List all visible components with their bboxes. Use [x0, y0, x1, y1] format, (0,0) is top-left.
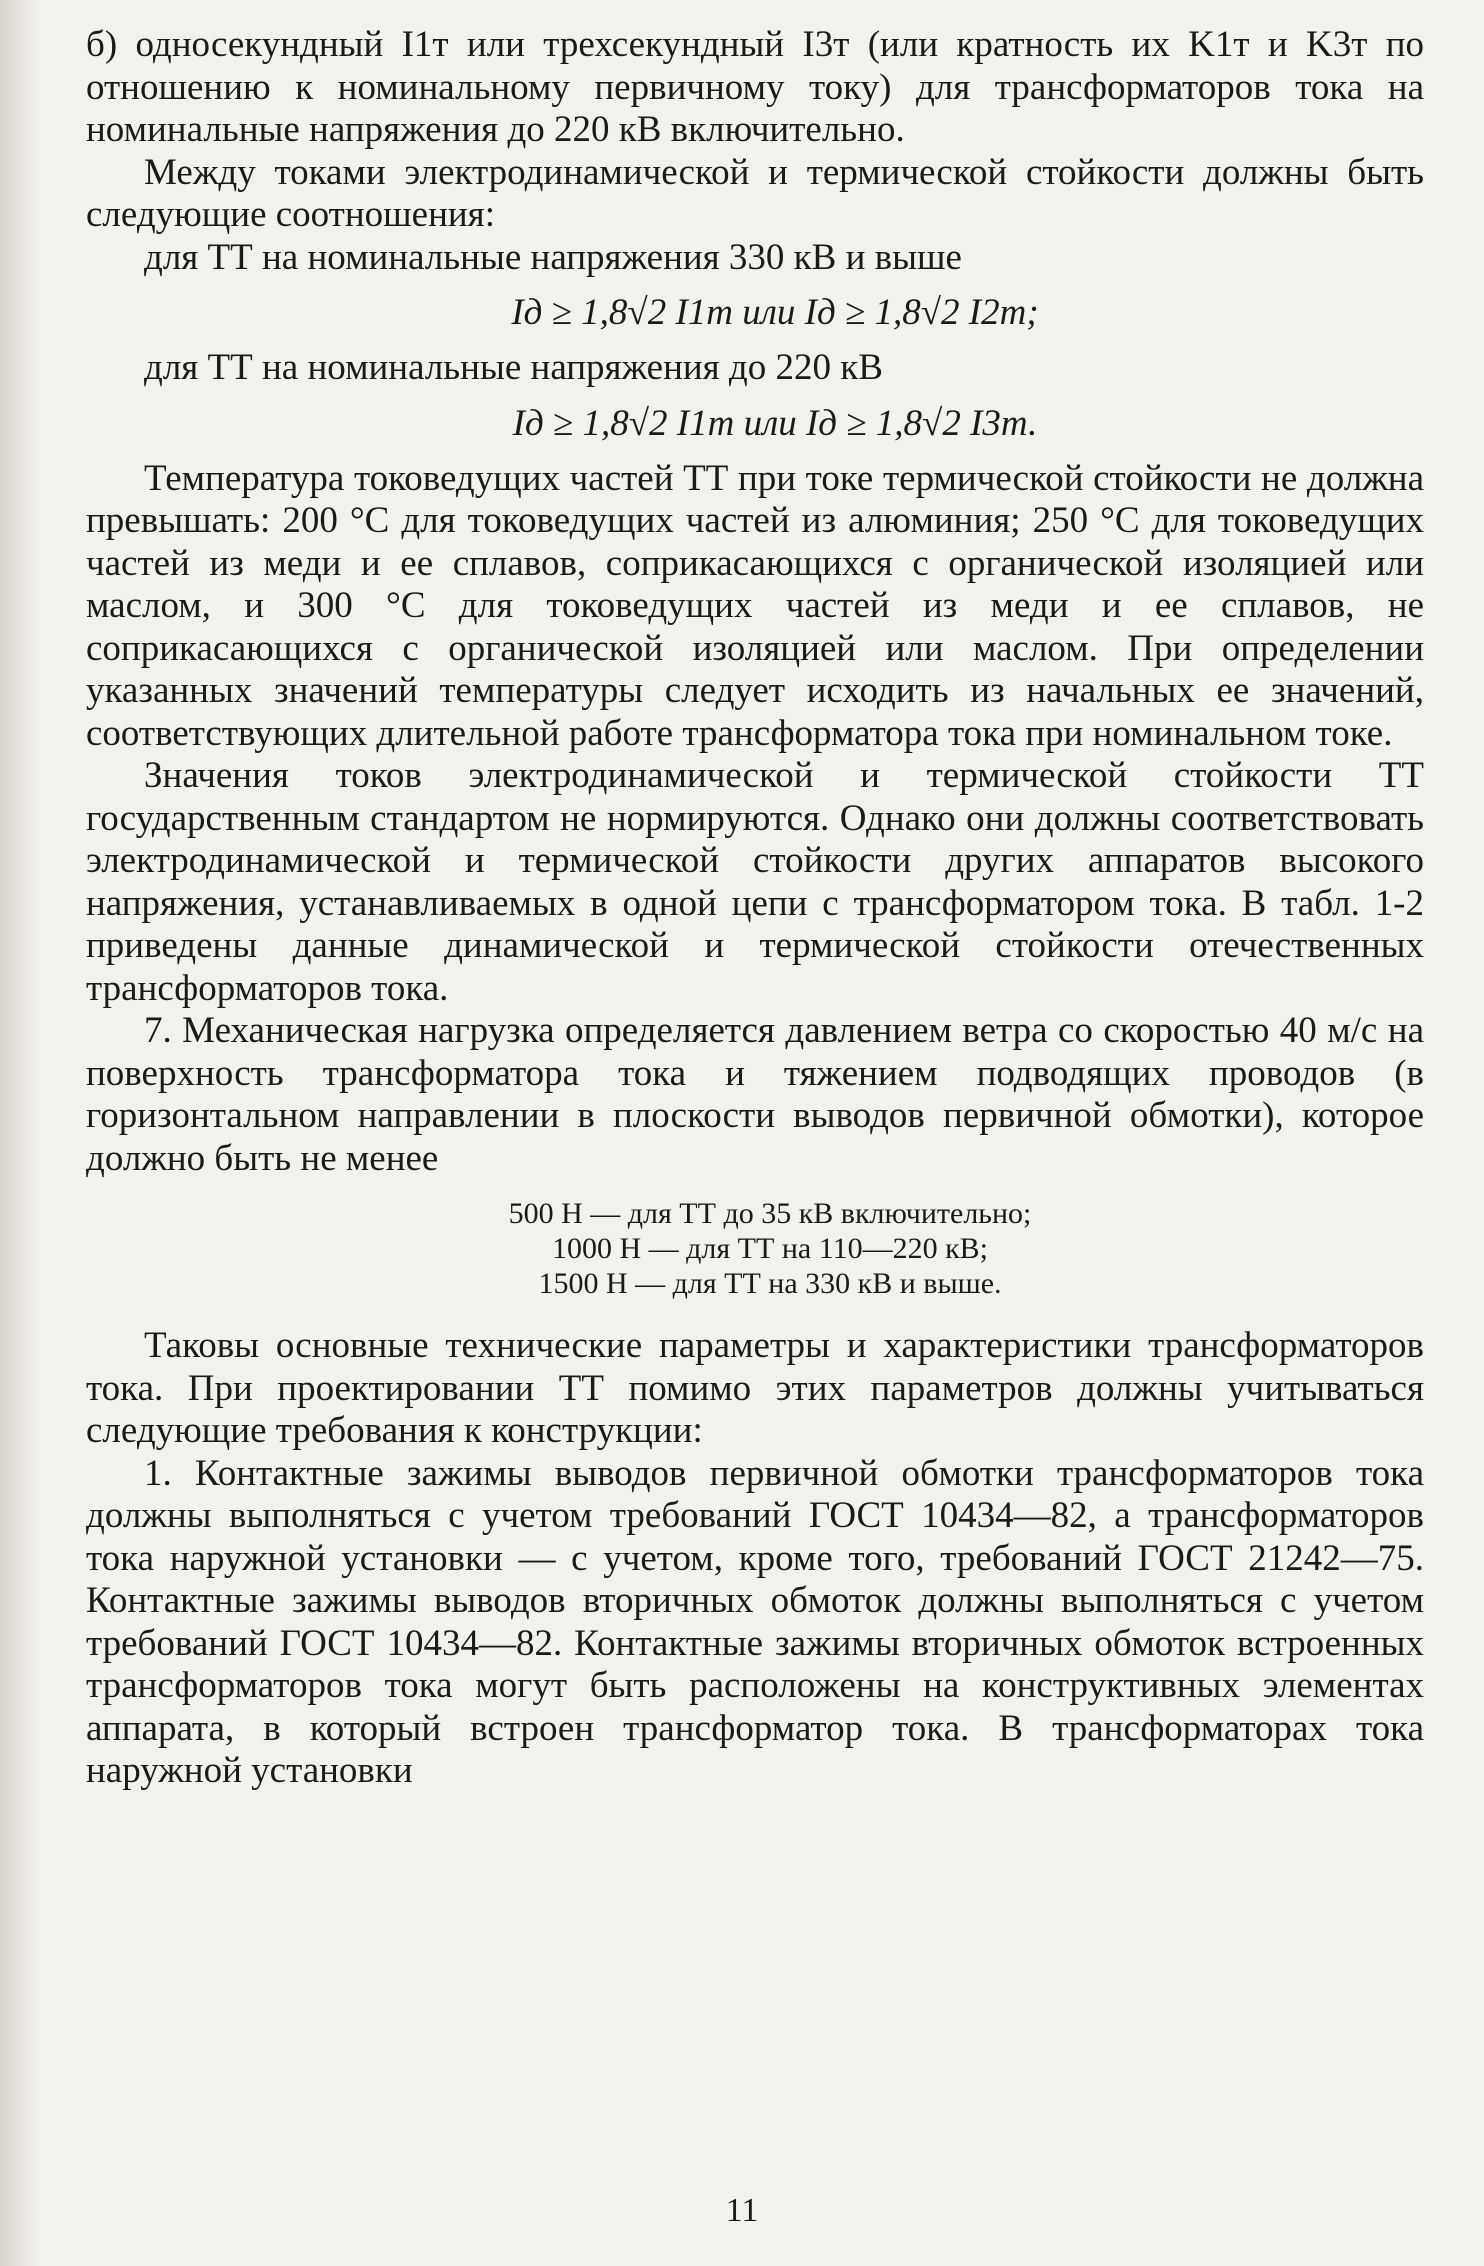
- paragraph-220kv: для ТТ на номинальные напряжения до 220 кВ: [144, 347, 883, 388]
- paragraph-values: Значения токов электродинамической и термической стойкости ТТ государственным стандартом не нормируются. Однако они должны соответствовать электродинамической и термической стойкости других аппаратов высокого напряжения, устанавливаемых в одной цепи с трансформатором тока. В табл. 1-2 приведены данные динамической и термической стойкости отечественных трансформаторов тока.: [86, 755, 1424, 1009]
- paragraph-item-b: б) односекундный I1т или трехсекундный I3т (или кратность их K1т и K3т по отношению к номинальному первичному току) для трансформаторов тока на номинальные напряжения до 220 кВ включительно.: [86, 24, 1424, 150]
- load-list-item: 1500 Н — для ТТ на 330 кВ и выше.: [538, 1267, 1002, 1300]
- load-list-item: 500 Н — для ТТ до 35 кВ включительно;: [508, 1197, 1032, 1230]
- paragraph-item-1: 1. Контактные зажимы выводов первичной обмотки трансформаторов тока должны выполняться с учетом требований ГОСТ 10434—82, а трансформаторов тока наружной установки — с учетом, кроме того, требований ГОСТ 21242—75. Контактные зажимы выводов вторичных обмоток должны выполняться с учетом требований ГОСТ 10434—82. Контактные зажимы вторичных обмоток встроенных трансформаторов тока могут быть расположены на конструктивных элементах аппарата, в который встроен трансформатор тока. В трансформаторах тока наружной установки: [86, 1452, 1424, 1791]
- paragraph-parameters: Таковы основные технические параметры и характеристики трансформаторов тока. При проектировании ТТ помимо этих параметров должны учитываться следующие требования к конструкции:: [86, 1325, 1424, 1451]
- formula-330kv: Iд ≥ 1,8√2 I1т или Iд ≥ 1,8√2 I2т;: [511, 292, 1039, 333]
- paragraph-ratio-intro: Между токами электродинамической и термической стойкости должны быть следующие соотношения:: [86, 151, 1424, 235]
- paragraph-330kv: для ТТ на номинальные напряжения 330 кВ и выше: [144, 236, 962, 278]
- load-list: [86, 1196, 1424, 1301]
- paragraph-item-7: 7. Механическая нагрузка определяется давлением ветра со скоростью 40 м/с на поверхность трансформатора тока и тяжением подводящих проводов (в горизонтальном направлении в плоскости выводов первичной обмотки), которое должно быть не менее: [86, 1010, 1424, 1179]
- load-list-item: 1000 Н — для ТТ на 110—220 кВ;: [551, 1232, 989, 1265]
- page-number: 11: [725, 2192, 759, 2229]
- formula-220kv: Iд ≥ 1,8√2 I1т или Iд ≥ 1,8√2 I3т.: [512, 402, 1038, 444]
- paragraph-temperature: Температура токоведущих частей ТТ при токе термической стойкости не должна превышать: 200 °С для токоведущих частей из алюминия; 250 °С для токоведущих частей из меди и ее сплавов, соприкасающихся с органической изоляцией или маслом, и 300 °С для токоведущих частей из меди и ее сплавов, не соприкасающихся с органической изоляцией или маслом. При определении указанных значений температуры следует исходить из начальных ее значений, соответствующих длительной работе трансформатора тока при номинальном токе.: [86, 457, 1424, 754]
